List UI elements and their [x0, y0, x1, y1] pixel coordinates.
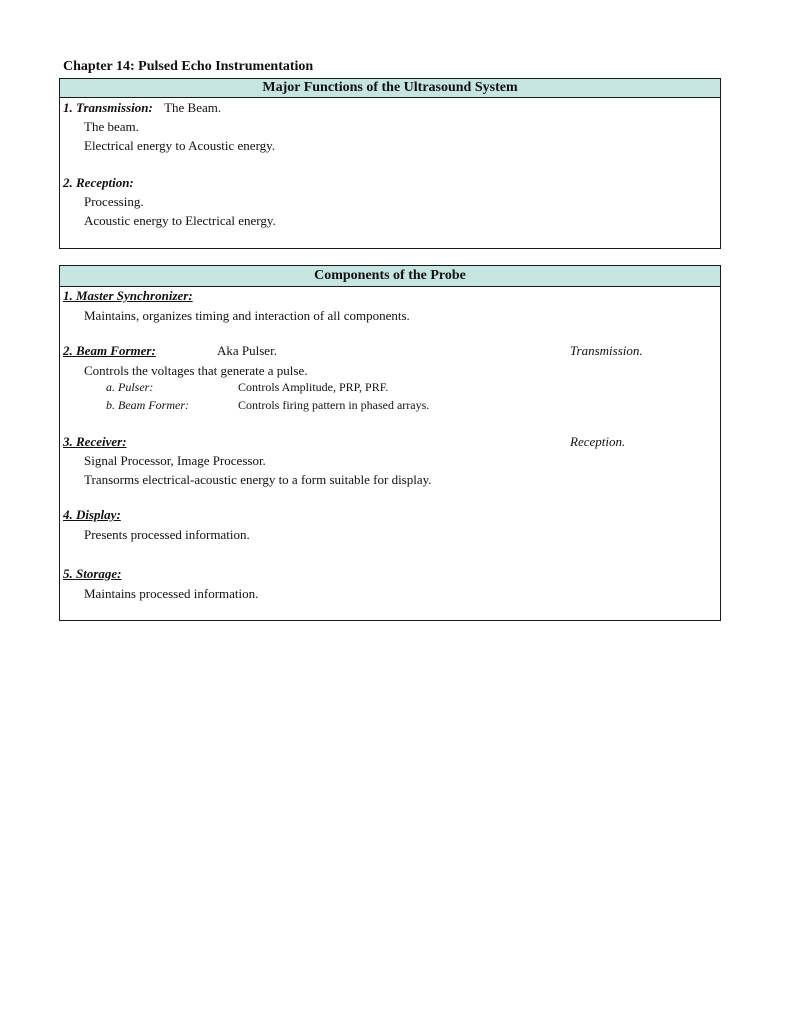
storage-heading: 5. Storage: [63, 566, 122, 581]
beam-former-sub-a [106, 380, 388, 395]
beam-former-row [63, 343, 156, 359]
major-functions-box [59, 78, 721, 249]
reception-line-1: Processing. [84, 194, 144, 209]
display-heading: 4. Display: [63, 507, 121, 522]
transmission-line-2: Electrical energy to Acoustic energy. [84, 138, 276, 153]
storage-row [63, 566, 122, 582]
master-synchronizer-row [63, 288, 193, 304]
beam-former-inline: Aka Pulser. [217, 343, 277, 358]
receiver-row [63, 434, 127, 450]
receiver-note: Reception. [570, 434, 626, 449]
transmission-line-1: The beam. [84, 119, 139, 134]
chapter-title: Chapter 14: Pulsed Echo Instrumentation [63, 59, 314, 74]
components-header: Components of the Probe [60, 266, 720, 287]
receiver-line-1: Signal Processor, Image Processor. [84, 453, 266, 468]
transmission-heading: 1. Transmission: [63, 100, 153, 115]
beam-former-line-1: Controls the voltages that generate a pulse. [84, 363, 308, 378]
display-row [63, 507, 121, 523]
master-synchronizer-heading: 1. Master Synchronizer: [63, 288, 193, 303]
components-box [59, 265, 721, 621]
reception-heading: 2. Reception: [63, 175, 134, 190]
reception-row [63, 175, 134, 191]
reception-line-2: Acoustic energy to Electrical energy. [84, 213, 276, 228]
beam-former-note: Transmission. [570, 343, 643, 358]
master-synchronizer-line-1: Maintains, organizes timing and interaction of all components. [84, 308, 410, 323]
pulser-label: a. Pulser: [106, 380, 154, 394]
pulser-text: Controls Amplitude, PRP, PRF. [238, 380, 389, 394]
transmission-inline: The Beam. [164, 100, 222, 115]
display-line-1: Presents processed information. [84, 527, 250, 542]
beam-former-sub-b [106, 398, 429, 413]
storage-line-1: Maintains processed information. [84, 586, 259, 601]
major-functions-header: Major Functions of the Ultrasound System [60, 79, 720, 98]
receiver-line-2: Transorms electrical-acoustic energy to a form suitable for display. [84, 472, 432, 487]
receiver-heading: 3. Receiver: [63, 434, 127, 449]
beam-former-sub-label: b. Beam Former: [106, 398, 189, 412]
transmission-row [63, 100, 221, 116]
beam-former-heading: 2. Beam Former: [63, 343, 156, 358]
beam-former-sub-text: Controls firing pattern in phased arrays. [238, 398, 430, 412]
